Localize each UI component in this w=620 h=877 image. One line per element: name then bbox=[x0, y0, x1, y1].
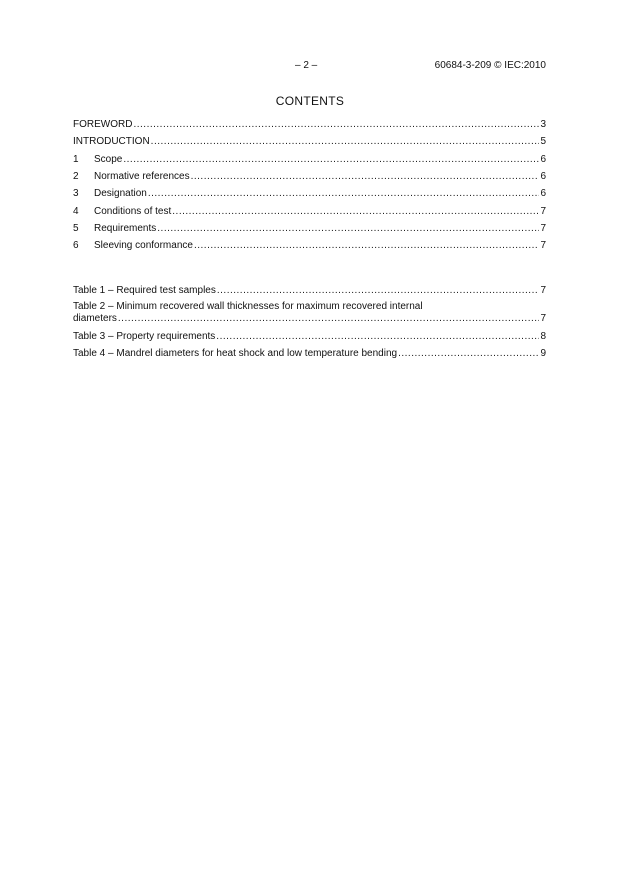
toc-entry-number: 3 bbox=[73, 188, 79, 200]
leader-dots bbox=[148, 188, 540, 200]
toc-entry-table-3[interactable] bbox=[73, 329, 546, 342]
page-number: – 2 – bbox=[295, 60, 318, 71]
toc-entry-page: 7 bbox=[540, 222, 546, 234]
toc-entry-scope[interactable] bbox=[73, 153, 546, 166]
toc-entry-page: 6 bbox=[540, 188, 546, 200]
toc-entry-table-2[interactable] bbox=[73, 301, 546, 325]
leader-dots bbox=[123, 154, 539, 166]
toc-entry-page: 7 bbox=[540, 313, 546, 325]
toc-entry-number: 1 bbox=[73, 153, 79, 165]
contents-title: CONTENTS bbox=[275, 94, 345, 108]
toc-entry-conditions-of-test[interactable] bbox=[73, 204, 546, 217]
toc-entry-page: 6 bbox=[540, 170, 546, 182]
toc-entry-number: 6 bbox=[73, 240, 79, 252]
toc-entry-table-1[interactable] bbox=[73, 284, 546, 297]
toc-tables bbox=[73, 284, 546, 364]
toc-entry-continuation bbox=[73, 313, 546, 325]
toc-entry-label: Normative references bbox=[94, 170, 190, 182]
leader-dots bbox=[217, 285, 540, 297]
toc-entry-page: 6 bbox=[540, 153, 546, 165]
toc-entry-foreword[interactable] bbox=[73, 118, 546, 131]
leader-dots bbox=[151, 136, 540, 148]
toc-entry-requirements[interactable] bbox=[73, 222, 546, 235]
toc-entry-label: diameters bbox=[73, 313, 117, 325]
leader-dots bbox=[194, 240, 539, 252]
toc-entry-page: 7 bbox=[540, 205, 546, 217]
leader-dots bbox=[216, 331, 539, 343]
toc-entry-label: Requirements bbox=[94, 222, 157, 234]
toc-entry-number: 2 bbox=[73, 170, 79, 182]
leader-dots bbox=[133, 119, 539, 131]
toc-entry-designation[interactable] bbox=[73, 187, 546, 200]
toc-entry-label: Conditions of test bbox=[94, 205, 172, 217]
leader-dots bbox=[118, 313, 540, 325]
toc-entry-label: Table 1 – Required test samples bbox=[73, 285, 216, 297]
leader-dots bbox=[172, 206, 539, 218]
leader-dots bbox=[191, 171, 540, 183]
toc-sections bbox=[73, 118, 546, 256]
page-header bbox=[73, 60, 546, 74]
leader-dots bbox=[157, 223, 539, 235]
toc-entry-label: Table 3 – Property requirements bbox=[73, 330, 216, 342]
toc-entry-page: 3 bbox=[540, 119, 546, 131]
toc-entry-page: 9 bbox=[540, 347, 546, 359]
toc-entry-number: 4 bbox=[73, 205, 79, 217]
toc-entry-normative-references[interactable] bbox=[73, 170, 546, 183]
toc-entry-page: 7 bbox=[540, 285, 546, 297]
toc-entry-number: 5 bbox=[73, 222, 79, 234]
toc-entry-page: 5 bbox=[540, 136, 546, 148]
document-id: 60684-3-209 © IEC:2010 bbox=[434, 60, 546, 71]
toc-entry-label: Sleeving conformance bbox=[94, 240, 193, 252]
toc-entry-label: Scope bbox=[94, 153, 123, 165]
toc-entry-table-4[interactable] bbox=[73, 347, 546, 360]
toc-entry-label: Table 4 – Mandrel diameters for heat shock and low temperature bending bbox=[73, 347, 398, 359]
toc-entry-label: Table 2 – Minimum recovered wall thicknesses for maximum recovered internal bbox=[73, 301, 423, 313]
leader-dots bbox=[398, 348, 539, 360]
toc-entry-sleeving-conformance[interactable] bbox=[73, 239, 546, 252]
toc-entry-label: INTRODUCTION bbox=[73, 136, 150, 148]
toc-entry-page: 8 bbox=[540, 330, 546, 342]
toc-entry-label: FOREWORD bbox=[73, 119, 133, 131]
toc-entry-label: Designation bbox=[94, 188, 147, 200]
toc-entry-introduction[interactable] bbox=[73, 135, 546, 148]
toc-entry-page: 7 bbox=[540, 240, 546, 252]
